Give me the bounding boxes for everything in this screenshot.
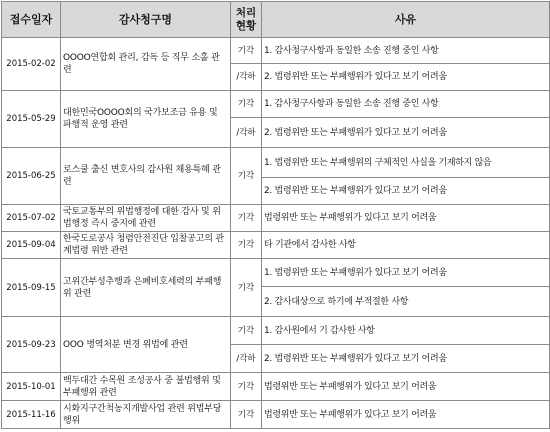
date-cell: 2015-06-25	[2, 148, 61, 205]
status-cell: 기각	[231, 38, 262, 64]
table-row	[2, 373, 550, 401]
header-date: 접수일자	[2, 2, 61, 38]
date-cell: 2015-09-23	[2, 317, 61, 373]
status-cell: /각하	[231, 64, 262, 91]
date-cell: 2015-02-02	[2, 38, 61, 91]
status-cell: /각하	[231, 118, 262, 148]
header-reason: 사유	[262, 2, 550, 38]
status-cell: 기각	[231, 317, 262, 345]
date-cell: 2015-07-02	[2, 205, 61, 232]
status-cell: /각하	[231, 345, 262, 373]
reason-cell: 법령위반 또는 부패행위가 있다고 보기 어려움	[262, 373, 550, 401]
table-row	[2, 259, 550, 287]
status-cell: 기각	[231, 232, 262, 259]
date-cell: 2015-10-01	[2, 373, 61, 401]
title-cell: 시화지구간척농지개발사업 관련 위법부당행위	[61, 401, 231, 429]
status-cell: 기각	[231, 205, 262, 232]
table-row	[2, 148, 550, 178]
header-title: 감사청구명	[61, 2, 231, 38]
reason-cell: 법령위반 또는 부패행위가 있다고 보기 어려움	[262, 205, 550, 232]
reason-cell: 1. 감사원에서 기 감사한 사항	[262, 317, 550, 345]
table-row	[2, 317, 550, 345]
table-row	[2, 38, 550, 64]
date-cell: 2015-09-15	[2, 259, 61, 317]
status-cell: 기각	[231, 148, 262, 205]
reason-cell: 2. 법령위반 또는 부패행위가 있다고 보기 어려움	[262, 64, 550, 91]
table-row	[2, 401, 550, 429]
title-cell: 로스쿨 출신 변호사의 감사원 채용특혜 관련	[61, 148, 231, 205]
reason-cell: 2. 법령위반 또는 부패행위가 있다고 보기 어려움	[262, 178, 550, 205]
date-cell: 2015-05-29	[2, 91, 61, 148]
header-row	[2, 2, 550, 38]
audit-request-table	[1, 1, 550, 429]
reason-cell: 2. 법령위반 또는 부패행위가 있다고 보기 어려움	[262, 345, 550, 373]
reason-cell: 1. 법령위반 또는 부패행위의 구체적인 사실을 기재하지 않음	[262, 148, 550, 178]
reason-cell: 1. 법령위반 또는 부패행위가 있다고 보기 어려움	[262, 259, 550, 287]
table-row	[2, 205, 550, 232]
header-status: 처리 현황	[231, 2, 262, 38]
status-cell: 기각	[231, 373, 262, 401]
reason-cell: 1. 감사청구사항과 동일한 소송 진행 중인 사항	[262, 38, 550, 64]
title-cell: 고위간부성추행과 은폐비호세력의 부패행위 관련	[61, 259, 231, 317]
reason-cell: 2. 감사대상으로 하기에 부적절한 사항	[262, 287, 550, 317]
title-cell: 국토교통부의 위법행정에 대한 감사 및 위법행정 즉시 중지에 관련	[61, 205, 231, 232]
title-cell: 한국도로공사 청렴안전진단 입찰공고의 관계법령 위반 관련	[61, 232, 231, 259]
title-cell: OOOO연합회 관리, 감독 등 직무 소홀 관련	[61, 38, 231, 91]
title-cell: 대한민국OOOO회의 국가보조금 유용 및 파행적 운영 관련	[61, 91, 231, 148]
date-cell: 2015-09-04	[2, 232, 61, 259]
title-cell: OOO 병역처분 변경 위법에 관련	[61, 317, 231, 373]
status-cell: 기각	[231, 259, 262, 317]
table-row	[2, 91, 550, 118]
title-cell: 백두대간 수목원 조성공사 중 불법행위 및 부패행위 관련	[61, 373, 231, 401]
reason-cell: 2. 법령위반 또는 부패행위가 있다고 보기 어려움	[262, 118, 550, 148]
status-cell: 기각	[231, 91, 262, 118]
reason-cell: 법령위반 또는 부패행위가 있다고 보기 어려움	[262, 401, 550, 429]
reason-cell: 타 기관에서 감사한 사항	[262, 232, 550, 259]
status-cell: 기각	[231, 401, 262, 429]
reason-cell: 1. 감사청구사항과 동일한 소송 진행 중인 사항	[262, 91, 550, 118]
date-cell: 2015-11-16	[2, 401, 61, 429]
table-row	[2, 232, 550, 259]
